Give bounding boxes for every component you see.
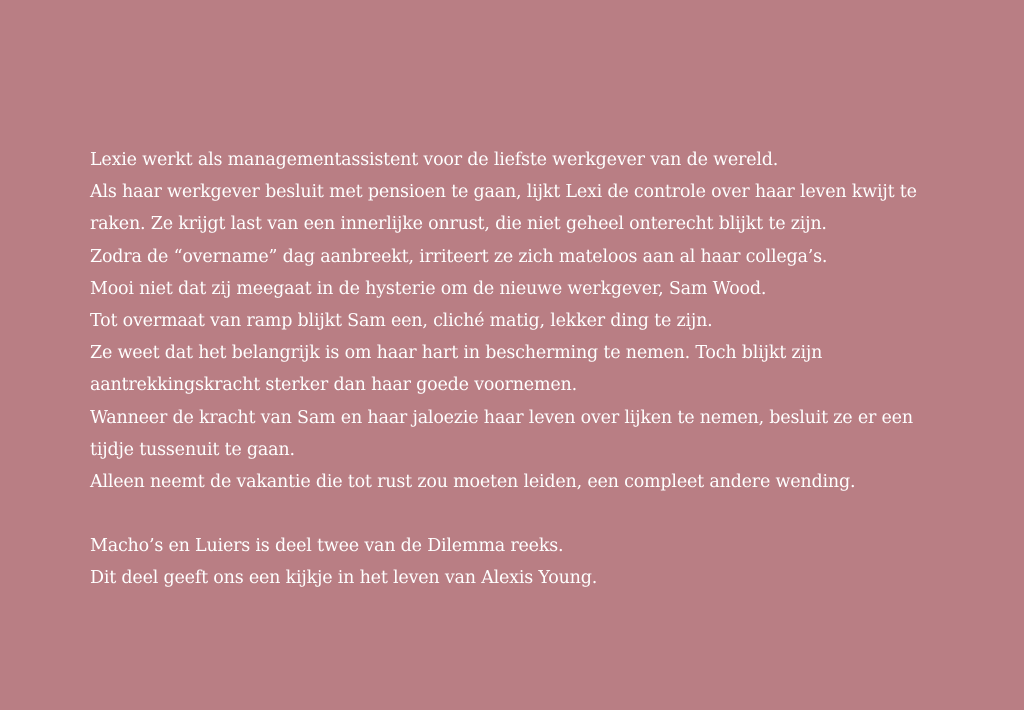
blurb-line: Ze weet dat het belangrijk is om haar hart in bescherming te nemen. Toch blijkt zijn aantrekkingskracht sterker dan haar goede voornemen. [90,343,823,396]
blurb-line: Lexie werkt als managementassistent voor de liefste werkgever van de wereld. [90,150,779,170]
blurb-line: Dit deel geeft ons een kijkje in het leven van Alexis Young. [90,568,598,589]
blurb-line: Zodra de “overname” dag aanbreekt, irriteert ze zich mateloos aan al haar collega’s. [90,246,828,267]
blurb-line: Macho’s en Luiers is deel twee van de Dilemma reeks. [90,536,564,557]
blurb-line: Alleen neemt de vakantie die tot rust zou moeten leiden, een compleet andere wending. [90,472,856,493]
blurb-text [90,144,930,595]
blurb-line: Als haar werkgever besluit met pensioen te gaan, lijkt Lexi de controle over haar leven kwijt te raken. Ze krijgt last van een innerlijke onrust, die niet geheel onterecht blijkt te zijn. [90,182,917,235]
blurb-line: Wanneer de kracht van Sam en haar jaloezie haar leven over lijken te nemen, besluit ze er een tijdje tussenuit te gaan. [90,407,913,460]
blurb-line: Mooi niet dat zij meegaat in de hysterie om de nieuwe werkgever, Sam Wood. [90,278,767,299]
paragraph-gap [90,498,930,530]
blurb-line: Tot overmaat van ramp blijkt Sam een, cliché matig, lekker ding te zijn. [90,311,713,332]
